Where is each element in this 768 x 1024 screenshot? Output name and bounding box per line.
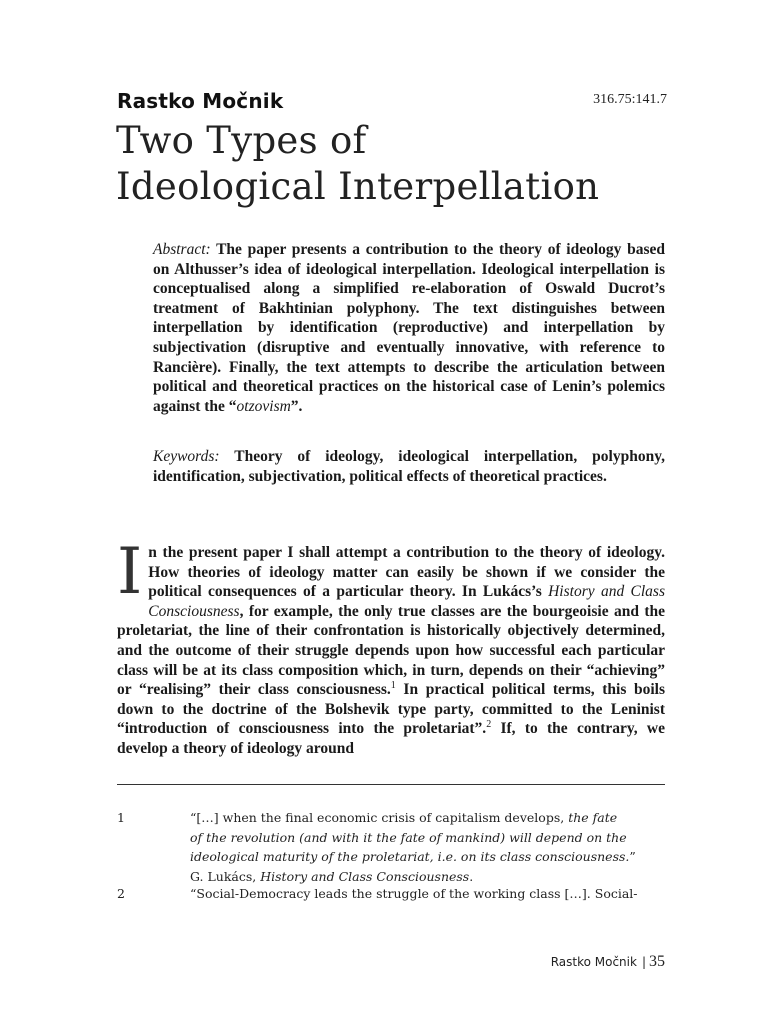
body-part-2: , for example, the only true classes are the bourgeoisie and the proletariat, the line of their confrontation is historically objectively determined, and the outcome of their struggle depends upon how successful each particular class will be at its class composition which, in turn, depends on their “achieving” or “realising” their class consciousness. [117, 602, 665, 699]
footer-separator: | [641, 955, 646, 969]
udc-classification: 316.75:141.7 [593, 92, 667, 107]
keywords-label: Keywords: [153, 448, 220, 465]
footnote-2 [117, 884, 665, 904]
footnote-1-line-2: of the revolution (and with it the fate of mankind) will depend on the [190, 829, 627, 845]
body-part-4: If, to the contrary, we develop a theory of ideology around [117, 720, 665, 757]
keywords [153, 447, 665, 486]
keywords-text: Theory of ideology, ideological interpellation, polyphony, identification, subjectivation, political effects of theoretical practices. [153, 448, 665, 485]
abstract-label: Abstract: [153, 241, 211, 258]
abstract [153, 240, 665, 416]
body-italic-title: History and Class Consciousness [148, 583, 665, 620]
footnote-1-line-1: “[…] when the final economic crisis of capitalism develops, the fate [190, 810, 618, 825]
footnote-1-line-4: G. Lukács, History and Class Consciousness. [190, 868, 474, 884]
footnote-2-line-1: “Social-Democracy leads the struggle of the working class […]. Social- [190, 886, 638, 901]
abstract-end: ”. [290, 397, 303, 415]
footnote-1 [117, 808, 665, 888]
footnote-ref-2[interactable]: 2 [486, 719, 492, 731]
body-text [117, 535, 666, 759]
drop-cap: I [117, 535, 143, 609]
page-footer [551, 953, 665, 971]
abstract-italic-term: otzovism [236, 397, 291, 415]
abstract-text: The paper presents a contribution to the theory of ideology based on Althusser’s idea of ideological interpellation. Ideological interpellation is conceptualised along a simplified re-elaboration of Oswald Ducrot’s treatment of Bakhtinian polyphony. The text distinguishes between interpellation by identification (reproductive) and interpellation by subjectivation (disruptive and eventually innovative, with reference to Rancière). Finally, the text attempts to describe the articulation between political and theoretical practices on the historical case of Lenin’s polemics against the “ [153, 241, 665, 415]
author-name: Rastko Močnik [117, 89, 284, 113]
footnote-ref-1[interactable]: 1 [390, 680, 396, 691]
body-part-1: n the present paper I shall attempt a contribution to the theory of ideology. How theories of ideology matter can easily be shown if we consider the political consequences of a particular theory. In Lukács’s [148, 544, 665, 601]
title-line-2: Ideological Interpellation [116, 165, 600, 208]
article-title [116, 118, 676, 210]
footnote-2-number: 2 [117, 886, 125, 901]
footer-author: Rastko Močnik [550, 955, 637, 969]
footnote-divider [117, 784, 665, 785]
page-number: 35 [649, 953, 665, 970]
footnote-1-line-3: ideological maturity of the proletariat, i.e. on its class consciousness.” [190, 849, 636, 864]
title-line-1: Two Types of [116, 119, 367, 162]
body-part-3: In practical political terms, this boils down to the doctrine of the Bolshevik type party, committed to the Leninist “introduction of consciousness into the proletariat”. [117, 681, 666, 738]
footnote-1-number: 1 [117, 810, 125, 825]
